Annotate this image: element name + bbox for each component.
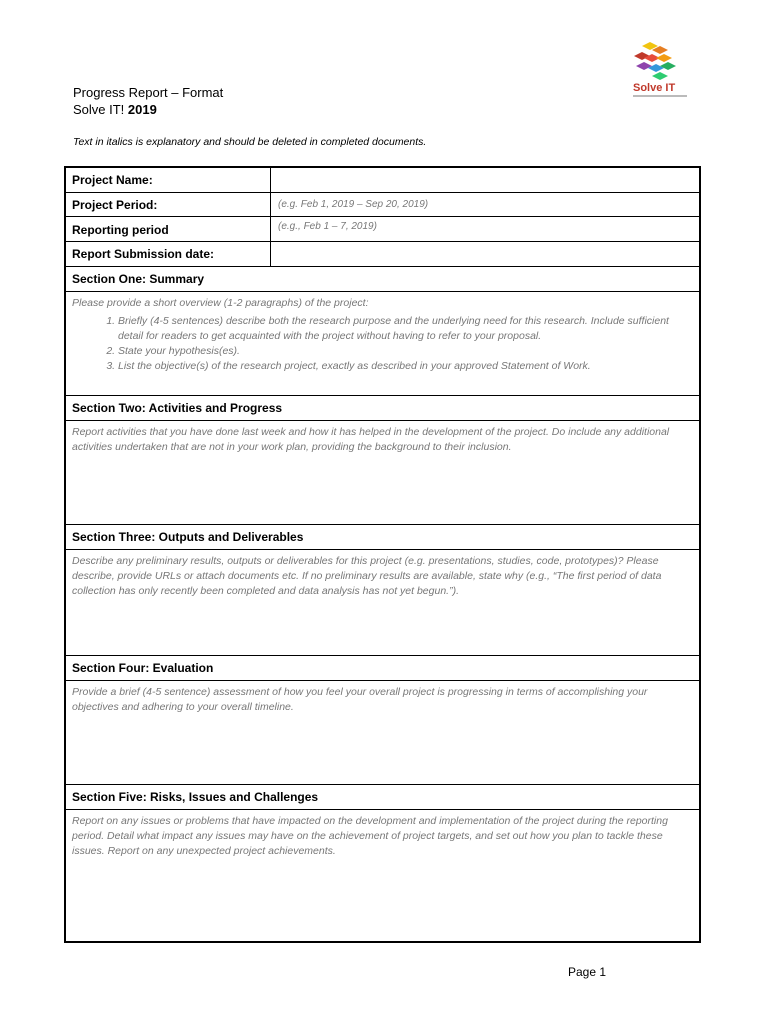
section-heading-row bbox=[66, 396, 701, 421]
title-line-1: Progress Report – Format bbox=[73, 85, 224, 100]
section-two-body[interactable] bbox=[66, 421, 701, 525]
field-row-project-name bbox=[66, 168, 701, 193]
section-one-list bbox=[72, 314, 693, 374]
field-label: Project Name: bbox=[66, 168, 271, 192]
title-line-2-prefix: Solve IT! bbox=[73, 102, 128, 117]
document-title bbox=[73, 84, 223, 118]
field-row-reporting-period bbox=[66, 217, 701, 242]
field-label: Reporting period bbox=[66, 217, 271, 241]
section-two-text: Report activities that you have done last week and how it has helped in the development of the project. Do include any additional activities undertaken that are not in your work plan, providing the background to their inclusion. bbox=[72, 426, 670, 453]
section-five-body[interactable] bbox=[66, 810, 701, 941]
section-heading-row bbox=[66, 525, 701, 550]
field-label: Report Submission date: bbox=[66, 242, 271, 266]
report-form-table bbox=[64, 166, 701, 943]
list-item: 3. List the objective(s) of the research project, exactly as described in your approved Statement of Work. bbox=[118, 359, 693, 374]
section-three-heading: Section Three: Outputs and Deliverables bbox=[72, 530, 304, 544]
title-year: 2019 bbox=[127, 102, 157, 117]
section-four-heading: Section Four: Evaluation bbox=[72, 661, 214, 675]
field-value-project-name[interactable] bbox=[271, 168, 701, 192]
field-value-reporting-period[interactable]: (e.g., Feb 1 – 7, 2019) bbox=[278, 221, 377, 232]
field-row-submission-date bbox=[66, 242, 701, 267]
logo-text: Solve IT bbox=[633, 82, 676, 94]
section-one-body[interactable] bbox=[66, 292, 701, 396]
logo-tagline-bar bbox=[633, 95, 687, 97]
section-heading-row bbox=[66, 785, 701, 810]
field-value-project-period[interactable]: (e.g. Feb 1, 2019 – Sep 20, 2019) bbox=[278, 199, 429, 210]
section-four-text: Provide a brief (4-5 sentence) assessment of how you feel your overall project is progressing in terms of accomplishing your objectives and adhering to your overall timeline. bbox=[72, 686, 648, 713]
section-one-heading: Section One: Summary bbox=[72, 272, 205, 286]
list-item: 1. Briefly (4-5 sentences) describe both the research purpose and the underlying need for this research. Include sufficient detail for readers to get acquainted with the project without having to refer to your proposal. bbox=[118, 314, 693, 344]
section-heading-row bbox=[66, 656, 701, 681]
section-heading-row bbox=[66, 267, 701, 292]
section-five-text: Report on any issues or problems that have impacted on the development and implementation of the project during the reporting period. Detail what impact any issues may have on the achievement of project targets, and set out how you plan to tackle these issues. Report on any unexpected project achievements. bbox=[72, 815, 668, 857]
section-one-text: Please provide a short overview (1-2 paragraphs) of the project: bbox=[72, 297, 369, 309]
list-item: 2. State your hypothesis(es). bbox=[118, 344, 693, 359]
field-row-project-period bbox=[66, 193, 701, 217]
section-two-heading: Section Two: Activities and Progress bbox=[72, 401, 283, 415]
field-label: Project Period: bbox=[66, 193, 271, 216]
section-four-body[interactable] bbox=[66, 681, 701, 785]
field-value-submission-date[interactable] bbox=[271, 242, 701, 266]
section-five-heading: Section Five: Risks, Issues and Challenges bbox=[72, 790, 319, 804]
page-number: Page 1 bbox=[568, 965, 607, 979]
title-line-2 bbox=[73, 101, 223, 118]
section-three-body[interactable] bbox=[66, 550, 701, 656]
italics-note: Text in italics is explanatory and should be deleted in completed documents. bbox=[73, 136, 427, 148]
section-three-text: Describe any preliminary results, outputs or deliverables for this project (e.g. presentations, studies, code, prototypes)? Please describe, provide URLs or attach documents etc. If no preliminary results are available, state why (e.g., “The first period of data collection has only recently been completed and data analysis has not yet begun.”). bbox=[72, 555, 662, 597]
